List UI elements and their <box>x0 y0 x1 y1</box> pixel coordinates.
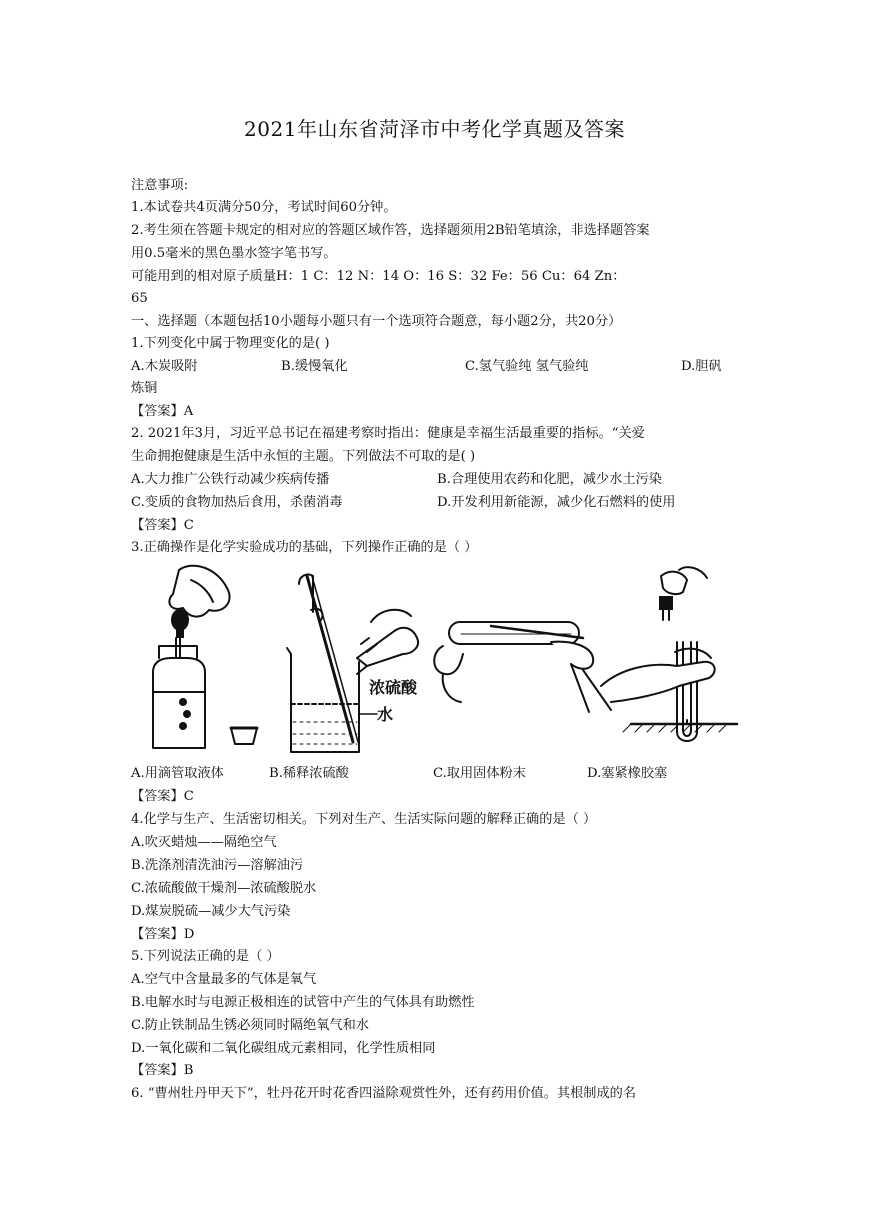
question-3-answer: 【答案】C <box>131 789 194 804</box>
q4-option-b: B.洗涤剂清洗油污—溶解油污 <box>131 858 304 873</box>
atomic-masses: 可能用到的相对原子质量H：1 C：12 N：14 O：16 S：32 Fe：56 Cu：64 Zn： <box>131 269 626 284</box>
label-concentrated-acid: 浓硫酸 <box>369 678 418 697</box>
q5-option-a: A.空气中含量最多的气体是氧气 <box>131 972 317 987</box>
q1-option-d: D.胆矾 <box>681 359 722 374</box>
q2-option-c: C.变质的食物加热后食用，杀菌消毒 <box>131 495 343 510</box>
q1-option-b: B.缓慢氧化 <box>281 359 348 374</box>
q1-option-d-cont: 炼铜 <box>131 381 158 396</box>
notice-item-2: 2.考生须在答题卡规定的相对应的答题区域作答，选择题须用2B铅笔填涂，非选择题答案 <box>131 223 650 238</box>
atomic-masses-cont: 65 <box>131 291 148 306</box>
q3-option-d: D.塞紧橡胶塞 <box>587 766 668 781</box>
q2-option-d: D.开发利用新能源，减少化石燃料的使用 <box>437 495 676 510</box>
question-2-stem-cont: 生命拥抱健康是生活中永恒的主题。下列做法不可取的是( ) <box>131 449 476 464</box>
section-heading: 一、选择题（本题包括10小题每小题只有一个选项符合题意，每小题2分，共20分） <box>131 314 622 329</box>
q4-option-d: D.煤炭脱硫—减少大气污染 <box>131 904 291 919</box>
question-2-stem: 2. 2021年3月，习近平总书记在福建考察时指出：健康是幸福生活最重要的指标。“关爱 <box>131 426 645 441</box>
question-1-stem: 1.下列变化中属于物理变化的是( ) <box>131 336 330 351</box>
acid-dilution-illustration <box>287 574 418 752</box>
question-2-answer: 【答案】C <box>131 518 194 533</box>
q3-option-c: C.取用固体粉末 <box>433 766 526 781</box>
dropper-bottle-illustration <box>153 566 257 748</box>
question-1-answer: 【答案】A <box>131 404 194 419</box>
notice-heading: 注意事项: <box>131 178 189 193</box>
stopper-illustration <box>601 567 737 741</box>
q1-option-c: C.氢气验纯 氢气验纯 <box>465 359 589 374</box>
question-5-stem: 5.下列说法正确的是（ ） <box>131 949 280 964</box>
question-4-answer: 【答案】D <box>131 927 195 942</box>
powder-transfer-illustration <box>434 622 611 712</box>
q2-option-a: A.大力推广公铁行动减少疾病传播 <box>131 472 330 487</box>
q3-option-b: B.稀释浓硫酸 <box>269 766 349 781</box>
q1-option-a: A.木炭吸附 <box>131 359 198 374</box>
q2-option-b: B.合理使用农药和化肥，减少水土污染 <box>437 472 662 487</box>
lab-operations-figure <box>131 562 739 757</box>
question-3-stem: 3.正确操作是化学实验成功的基础，下列操作正确的是（ ） <box>131 540 478 555</box>
q5-option-c: C.防止铁制品生锈必须同时隔绝氧气和水 <box>131 1018 369 1033</box>
question-5-answer: 【答案】B <box>131 1063 194 1078</box>
page-title: 2021年山东省菏泽市中考化学真题及答案 <box>244 117 625 141</box>
q4-option-a: A.吹灭蜡烛——隔绝空气 <box>131 835 277 850</box>
notice-item-2-cont: 用0.5毫米的黑色墨水签字笔书写。 <box>131 246 337 261</box>
label-water: 水 <box>377 705 394 724</box>
q4-option-c: C.浓硫酸做干燥剂—浓硫酸脱水 <box>131 881 317 896</box>
question-6-stem: 6. “曹州牡丹甲天下”，牡丹花开时花香四溢除观赏性外，还有药用价值。其根制成的名 <box>131 1086 637 1101</box>
q5-option-d: D.一氧化碳和二氧化碳组成元素相同，化学性质相同 <box>131 1041 436 1056</box>
q3-option-a: A.用滴管取液体 <box>131 766 224 781</box>
notice-item-1: 1.本试卷共4页满分50分，考试时间60分钟。 <box>131 200 397 215</box>
question-4-stem: 4.化学与生产、生活密切相关。下列对生产、生活实际问题的解释正确的是（ ） <box>131 812 597 827</box>
q5-option-b: B.电解水时与电源正极相连的试管中产生的气体具有助燃性 <box>131 995 475 1010</box>
